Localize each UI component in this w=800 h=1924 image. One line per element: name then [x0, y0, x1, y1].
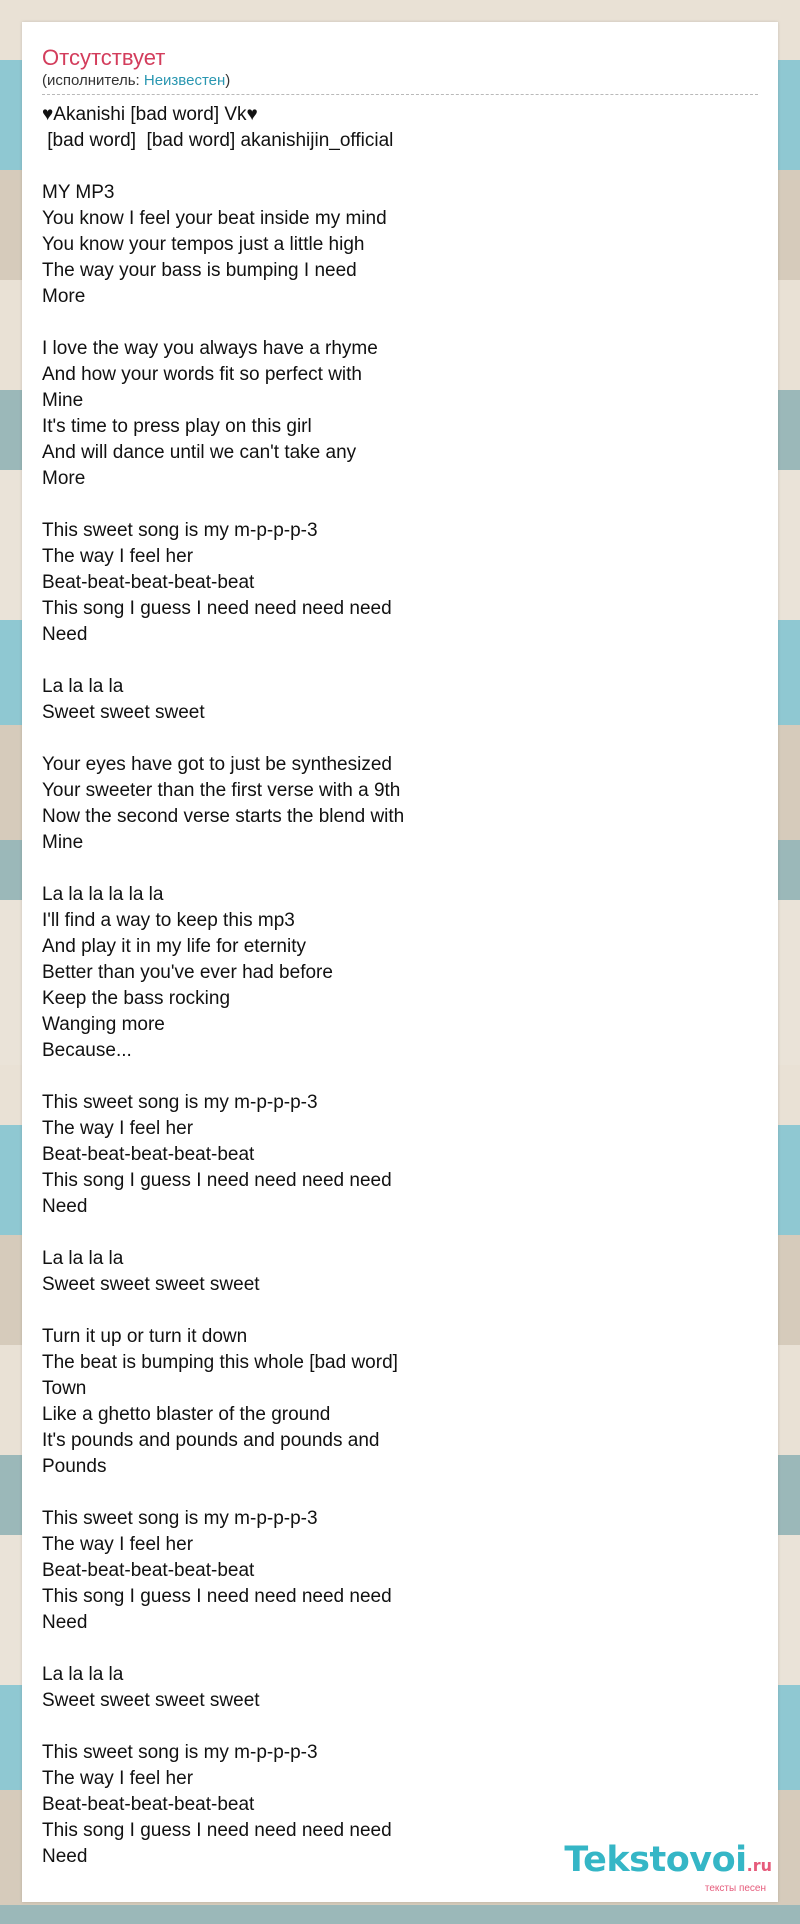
logo-tagline: тексты песен	[704, 1883, 766, 1894]
site-logo[interactable]	[564, 1842, 772, 1894]
lyric-line: Town	[42, 1378, 87, 1399]
lyric-line: Need	[42, 1196, 88, 1217]
lyric-blank-line	[42, 726, 742, 752]
lyric-blank-line	[42, 154, 742, 180]
lyric-line: The way your bass is bumping I need	[42, 260, 357, 281]
lyric-line: La la la la	[42, 1664, 124, 1685]
lyric-line: This song I guess I need need need need	[42, 598, 392, 619]
lyric-line: This sweet song is my m-p-p-p-3	[42, 520, 318, 541]
lyric-line: Mine	[42, 832, 84, 853]
lyric-line: La la la la	[42, 1248, 124, 1269]
artist-link[interactable]: Неизвестен	[143, 72, 226, 89]
lyric-line: The way I feel her	[42, 1118, 194, 1139]
lyric-line: This sweet song is my m-p-p-p-3	[42, 1742, 318, 1763]
artist-prefix: (исполнитель:	[42, 72, 144, 89]
lyric-line: You know I feel your beat inside my mind	[42, 208, 387, 229]
lyric-line: This song I guess I need need need need	[42, 1586, 392, 1607]
lyric-blank-line	[42, 1480, 742, 1506]
logo-wordmark	[564, 1842, 772, 1884]
lyric-blank-line	[42, 856, 742, 882]
lyric-blank-line	[42, 310, 742, 336]
lyric-blank-line	[42, 1636, 742, 1662]
lyric-line: Beat-beat-beat-beat-beat	[42, 1794, 255, 1815]
lyric-line: Need	[42, 624, 88, 645]
lyric-line: It's pounds and pounds and pounds and	[42, 1430, 380, 1451]
lyric-line: Keep the bass rocking	[42, 988, 231, 1009]
lyric-blank-line	[42, 648, 742, 674]
lyric-blank-line	[42, 1220, 742, 1246]
artist-line	[42, 72, 758, 90]
lyric-line: MY MP3	[42, 182, 115, 203]
lyric-line: Now the second verse starts the blend with	[42, 806, 405, 827]
lyrics-card	[22, 22, 778, 1902]
lyric-line: I love the way you always have a rhyme	[42, 338, 378, 359]
lyric-line: La la la la la la	[42, 884, 164, 905]
lyric-line: [bad word] [bad word] akanishijin_official	[42, 130, 394, 151]
lyric-line: Because...	[42, 1040, 132, 1061]
song-header	[42, 44, 758, 95]
lyric-blank-line	[42, 1064, 742, 1090]
lyric-line: Better than you've ever had before	[42, 962, 333, 983]
lyric-line: I'll find a way to keep this mp3	[42, 910, 295, 931]
lyric-line: Need	[42, 1612, 88, 1633]
lyric-line: Beat-beat-beat-beat-beat	[42, 1144, 255, 1165]
lyric-line: This sweet song is my m-p-p-p-3	[42, 1508, 318, 1529]
lyric-line: This sweet song is my m-p-p-p-3	[42, 1092, 318, 1113]
lyric-blank-line	[42, 1298, 742, 1324]
lyric-line: This song I guess I need need need need	[42, 1820, 392, 1841]
lyric-line: Your sweeter than the first verse with a 9th	[42, 780, 401, 801]
lyric-line: This song I guess I need need need need	[42, 1170, 392, 1191]
lyric-line: Sweet sweet sweet sweet	[42, 1690, 260, 1711]
lyric-line: Beat-beat-beat-beat-beat	[42, 1560, 255, 1581]
lyric-line: Sweet sweet sweet sweet	[42, 1274, 260, 1295]
lyric-line: More	[42, 468, 86, 489]
lyric-line: Like a ghetto blaster of the ground	[42, 1404, 331, 1425]
lyric-line: It's time to press play on this girl	[42, 416, 312, 437]
lyric-line: Sweet sweet sweet	[42, 702, 205, 723]
lyric-line: Your eyes have got to just be synthesized	[42, 754, 392, 775]
lyric-line: La la la la	[42, 676, 124, 697]
lyric-line: And how your words fit so perfect with	[42, 364, 362, 385]
lyric-line: Need	[42, 1846, 88, 1867]
lyric-line: Pounds	[42, 1456, 107, 1477]
lyric-line: Wanging more	[42, 1014, 165, 1035]
lyric-line: And will dance until we can't take any	[42, 442, 357, 463]
lyric-line: More	[42, 286, 86, 307]
lyric-line: You know your tempos just a little high	[42, 234, 365, 255]
lyric-line: ♥Akanishi [bad word] Vk♥	[42, 104, 258, 125]
lyric-line: Turn it up or turn it down	[42, 1326, 248, 1347]
lyric-line: The way I feel her	[42, 1768, 194, 1789]
lyric-line: Beat-beat-beat-beat-beat	[42, 572, 255, 593]
lyric-blank-line	[42, 492, 742, 518]
lyric-line: Mine	[42, 390, 84, 411]
logo-domain: .ru	[746, 1856, 772, 1875]
lyric-line: And play it in my life for eternity	[42, 936, 306, 957]
lyrics-text	[42, 102, 742, 1870]
logo-main-text: Tekstovoi	[564, 1840, 747, 1880]
artist-suffix: )	[225, 72, 231, 89]
lyric-blank-line	[42, 1714, 742, 1740]
song-title: Отсутствует	[42, 45, 166, 70]
lyric-line: The way I feel her	[42, 1534, 194, 1555]
lyric-line: The beat is bumping this whole [bad word]	[42, 1352, 398, 1373]
lyric-line: The way I feel her	[42, 546, 194, 567]
